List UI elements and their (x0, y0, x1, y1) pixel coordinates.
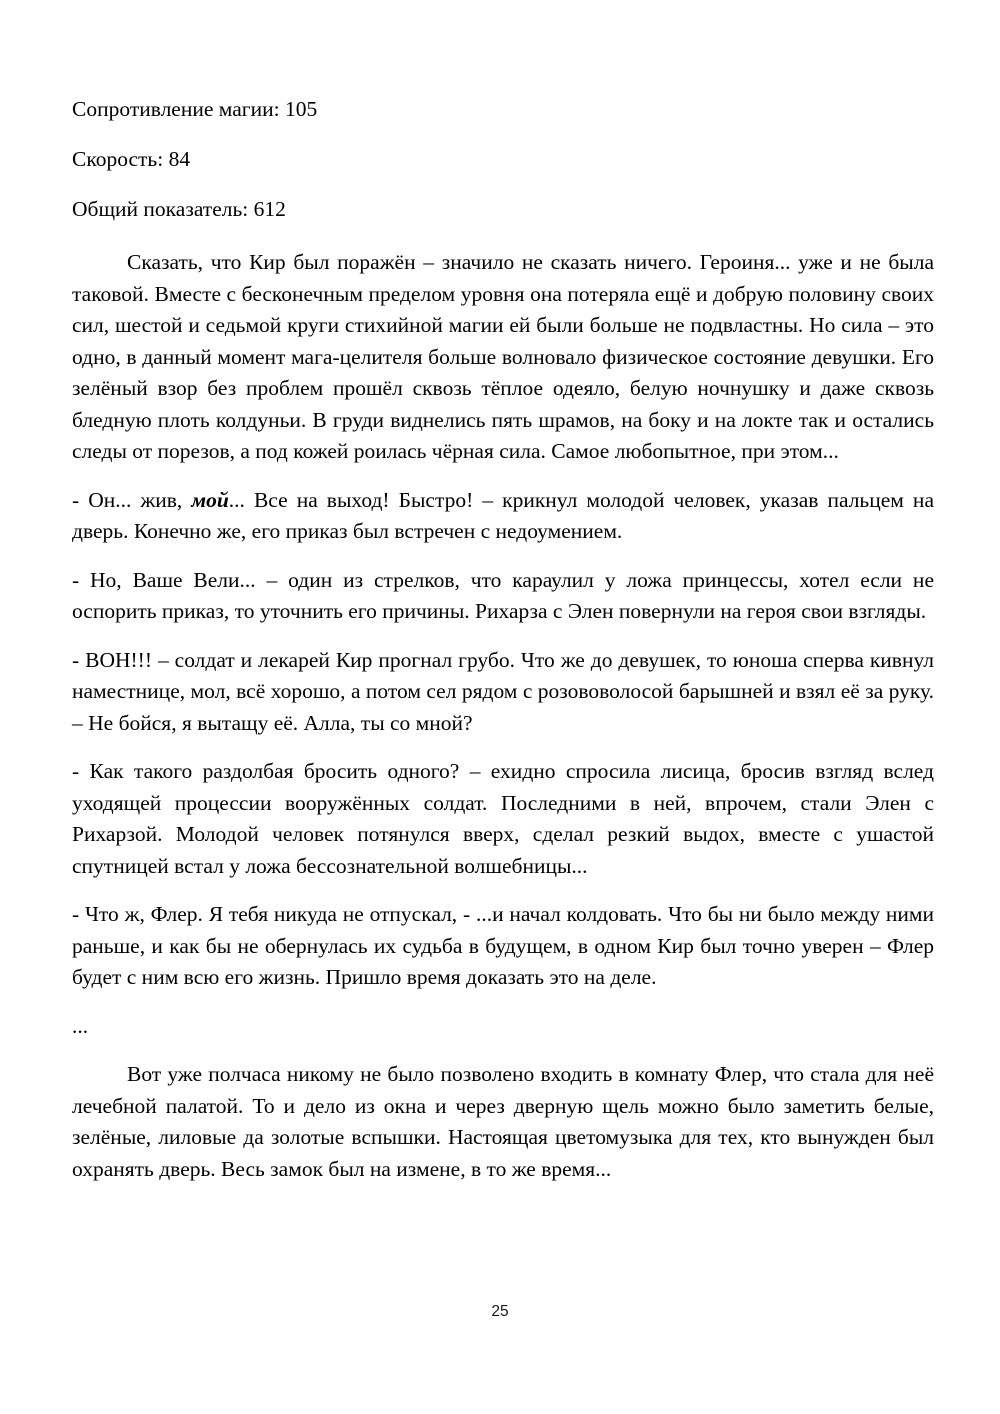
stat-line-magic-resistance: Сопротивление магии: 105 (72, 97, 318, 121)
text-run: - Но, Ваше Вели... – один из стрелков, что караулил у ложа принцессы, хотел если не оспорить приказ, то уточнить его причины. Рихарза с Элен повернули на героя свои взгляды. (72, 567, 934, 623)
paragraph (72, 565, 934, 628)
paragraph (72, 1059, 934, 1185)
text-run: - Что ж, Флер. Я тебя никуда не отпускал, - ...и начал колдовать. Что бы ни было между ними раньше, и как бы не обернулась их судьба в будущем, в одном Кир был точно уверен – Флер будет с ним всю его жизнь. Пришло время доказать это на деле. (72, 902, 934, 989)
text-run: ... (72, 1013, 89, 1038)
text-run: ... Все на выход! Быстро! – крикнул молодой человек, указав пальцем на дверь. Конечно же, его приказ был встречен с недоумением. (72, 487, 934, 543)
text-run: - Он... жив, (72, 487, 192, 512)
emphasized-text: мой (191, 487, 229, 512)
stat-line-overall: Общий показатель: 612 (72, 197, 286, 221)
paragraph (72, 1011, 934, 1043)
stats-block (72, 97, 934, 221)
page-number: 25 (491, 1303, 509, 1320)
paragraph (72, 756, 934, 882)
text-run: Вот уже полчаса никому не было позволено входить в комнату Флер, что стала для неё лечебной палатой. То и дело из окна и через дверную щель можно было заметить белые, зелёные, лиловые да золотые вспышки. Настоящая цветомузыка для тех, кто вынужден был охранять дверь. Весь замок был на измене, в то же время... (72, 1062, 934, 1181)
paragraph (72, 247, 934, 468)
text-run: - Как такого раздолбая бросить одного? – ехидно спросила лисица, бросив взгляд вслед уходящей процессии вооружённых солдат. Последними в ней, впрочем, стали Элен с Рихарзой. Молодой человек потянулся вверх, сделал резкий выдох, вместе с ушастой спутницей встал у ложа бессознательной волшебницы... (72, 759, 934, 878)
text-run: - ВОН!!! – солдат и лекарей Кир прогнал грубо. Что же до девушек, то юноша сперва кивнул наместнице, мол, всё хорошо, а потом сел рядом с розововолосой барышней и взял её за руку. – Не бойся, я вытащу её. Алла, ты со мной? (72, 647, 934, 735)
stat-line-speed: Скорость: 84 (72, 147, 191, 171)
paragraph (72, 485, 934, 548)
body-text (72, 247, 934, 1185)
text-run: Сказать, что Кир был поражён – значило не сказать ничего. Героиня... уже и не была таковой. Вместе с бесконечным пределом уровня она потеряла ещё и добрую половину своих сил, шестой и седьмой круги стихийной магии ей были больше не подвластны. Но сила – это одно, в данный момент мага-целителя больше волновало физическое состояние девушки. Его зелёный взор без проблем прошёл сквозь тёплое одеяло, белую ночнушку и даже сквозь бледную плоть колдуньи. В груди виднелись пять шрамов, на боку и на локте так и остались следы от порезов, а под кожей роилась чёрная сила. Самое любопытное, при этом... (72, 250, 934, 463)
paragraph (72, 645, 934, 740)
paragraph (72, 899, 934, 994)
